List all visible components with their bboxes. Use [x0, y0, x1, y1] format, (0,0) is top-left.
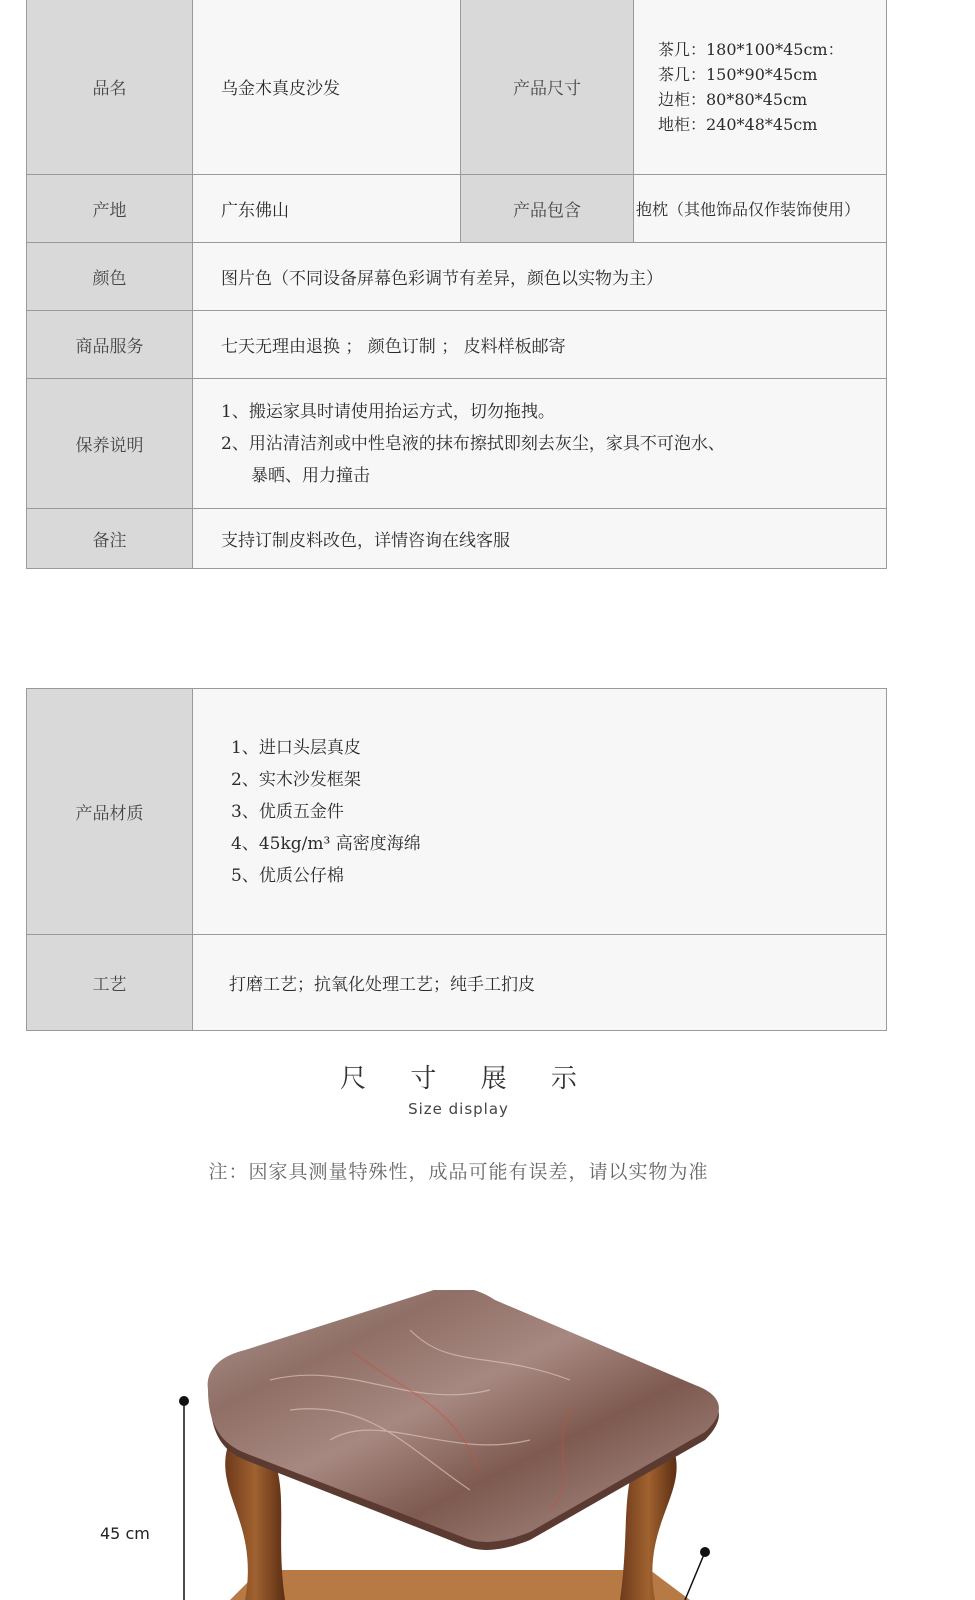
color-label: 颜色 — [27, 243, 193, 311]
material-line: 3、优质五金件 — [231, 801, 344, 822]
size-line: 茶几：180*100*45cm： — [658, 39, 844, 59]
service-label: 商品服务 — [27, 311, 193, 379]
includes-value: 抱枕（其他饰品仅作装饰使用） — [634, 175, 887, 243]
side-table-photo — [150, 1290, 750, 1600]
care-values — [193, 379, 887, 509]
size-label: 产品尺寸 — [461, 0, 634, 175]
size-line: 地柜：240*48*45cm — [658, 114, 818, 134]
size-line: 边柜：80*80*45cm — [658, 89, 808, 109]
size-measure-note: 注：因家具测量特殊性，成品可能有误差，请以实物为准 — [208, 1161, 709, 1183]
origin-label: 产地 — [27, 175, 193, 243]
includes-label: 产品包含 — [461, 175, 634, 243]
height-dimension-label: 45 cm — [100, 1524, 150, 1543]
product-spec-table — [26, 0, 887, 569]
size-values — [634, 0, 887, 175]
material-label: 产品材质 — [27, 689, 193, 935]
remark-label: 备注 — [27, 509, 193, 569]
size-display-title: 尺 寸 展 示 — [340, 1064, 595, 1094]
material-values — [193, 689, 887, 935]
material-line: 1、进口头层真皮 — [231, 737, 361, 758]
material-line: 5、优质公仔棉 — [231, 865, 344, 886]
craft-label: 工艺 — [27, 935, 193, 1031]
service-value: 七天无理由退换 ； 颜色订制 ； 皮料样板邮寄 — [193, 311, 887, 379]
name-value: 乌金木真皮沙发 — [193, 0, 461, 175]
care-line: 2、用沾清洁剂或中性皂液的抹布擦拭即刻去灰尘，家具不可泡水、 — [221, 433, 725, 454]
material-table — [26, 688, 887, 1031]
size-display-subtitle: Size display — [408, 1100, 509, 1118]
origin-value: 广东佛山 — [193, 175, 461, 243]
craft-value: 打磨工艺；抗氧化处理工艺；纯手工扪皮 — [193, 935, 887, 1031]
remark-value: 支持订制皮料改色，详情咨询在线客服 — [193, 509, 887, 569]
color-value: 图片色（不同设备屏幕色彩调节有差异，颜色以实物为主） — [193, 243, 887, 311]
material-line: 4、45kg/m³ 高密度海绵 — [231, 833, 421, 854]
care-line: 暴晒、用力撞击 — [251, 465, 370, 486]
material-line: 2、实木沙发框架 — [231, 769, 361, 790]
care-line: 1、搬运家具时请使用抬运方式，切勿拖拽。 — [221, 401, 555, 422]
care-label: 保养说明 — [27, 379, 193, 509]
name-label: 品名 — [27, 0, 193, 175]
size-line: 茶几：150*90*45cm — [658, 64, 818, 84]
